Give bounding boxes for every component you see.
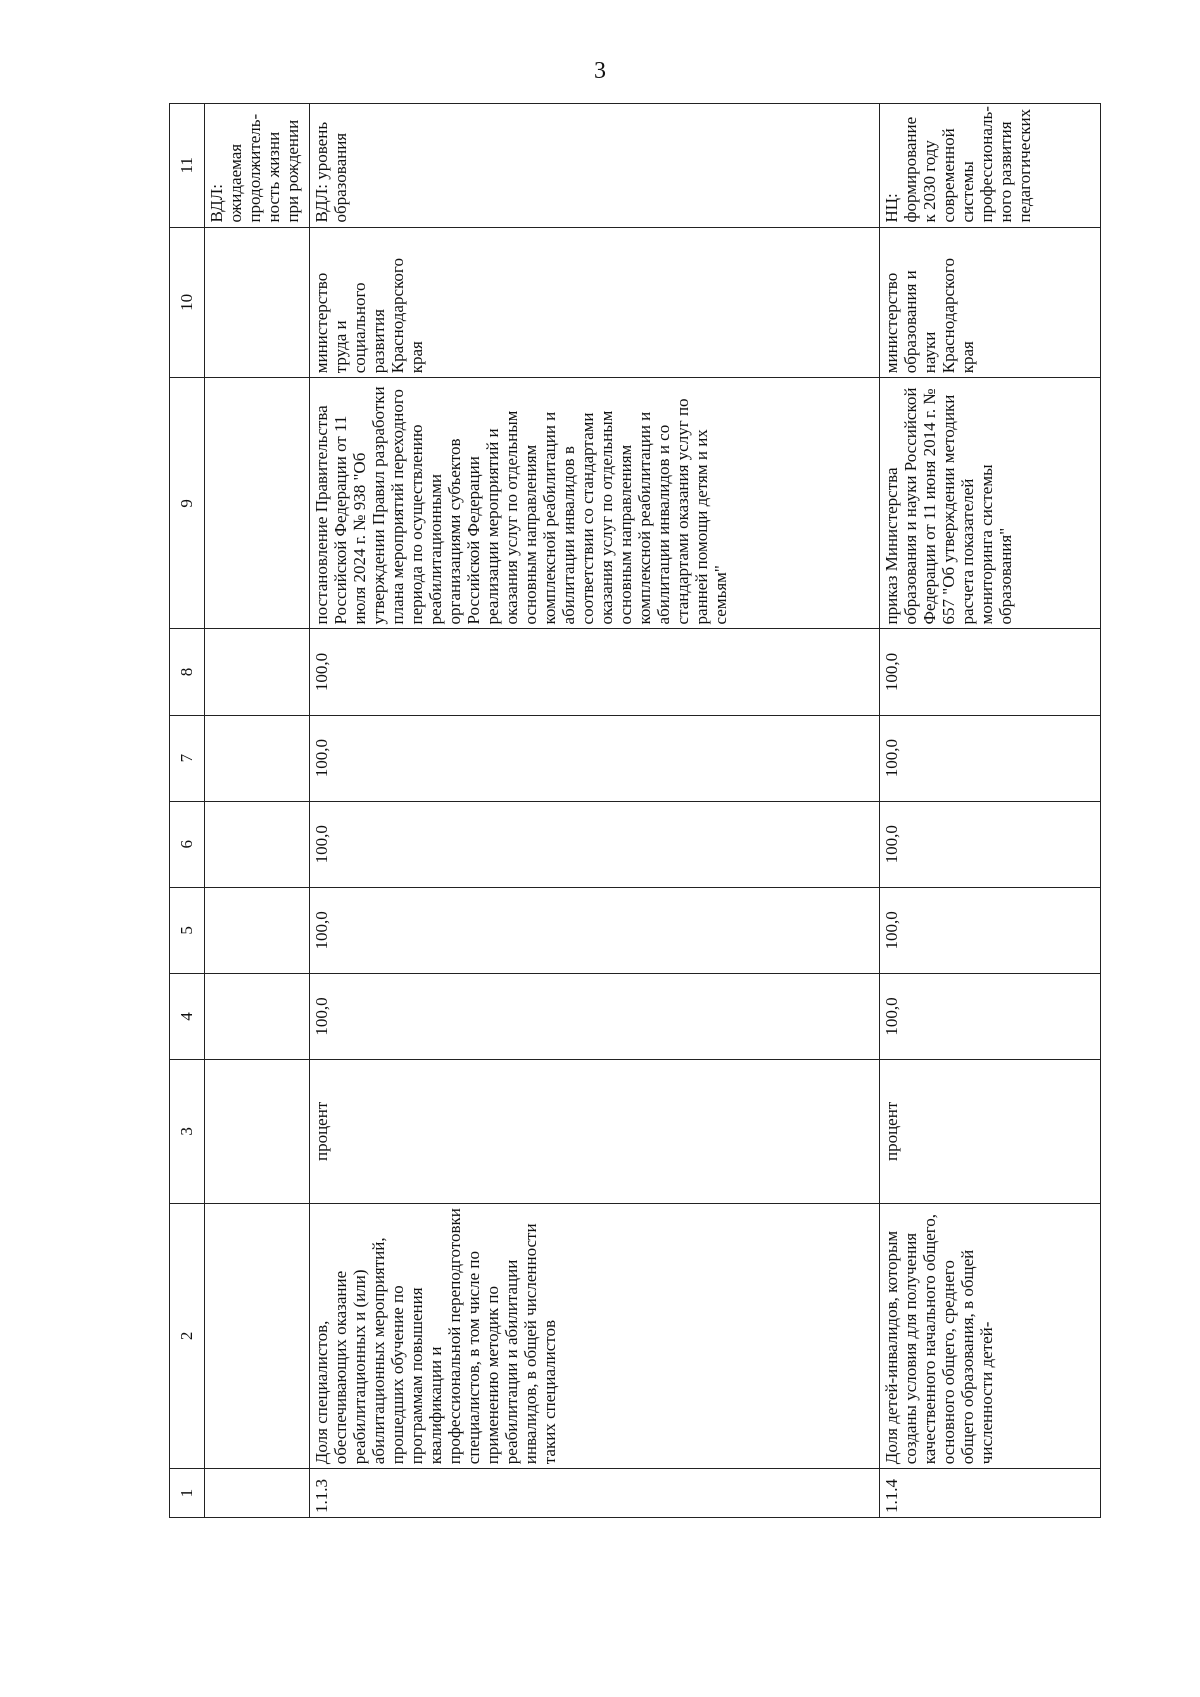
value-cell: 100,0	[880, 801, 1101, 887]
document-cell: приказ Министерства образования и науки Российской Федерации от 11 июня 2014 г. № 657 "Об утверждении методики расчета показателей мониторинга системы образования"	[880, 378, 1101, 629]
header-cell: 11	[170, 104, 205, 228]
value-cell: 100,0	[309, 973, 879, 1059]
row-number-cell: 1.1.3	[309, 1469, 879, 1518]
table-header-row	[170, 104, 205, 1518]
header-cell: 10	[170, 227, 205, 378]
indicator-name-cell	[205, 1203, 310, 1469]
header-cell: 7	[170, 715, 205, 801]
indicator-table	[169, 103, 1101, 1518]
unit-cell: процент	[309, 1060, 879, 1204]
goal-link-cell: НЦ: формирование к 2030 году современной системы профессиональ-ного развития педагогических	[880, 104, 1101, 228]
document-cell	[205, 378, 310, 629]
table-row	[205, 104, 310, 1518]
value-cell	[205, 715, 310, 801]
header-cell: 3	[170, 1060, 205, 1204]
value-cell: 100,0	[309, 801, 879, 887]
rotated-table-frame	[169, 103, 1101, 1518]
value-cell: 100,0	[309, 887, 879, 973]
responsible-cell: министерство труда и социального развития Краснодарского края	[309, 227, 879, 378]
unit-cell	[205, 1060, 310, 1204]
value-cell: 100,0	[880, 887, 1101, 973]
header-cell: 9	[170, 378, 205, 629]
responsible-cell: министерство образования и науки Краснодарского края	[880, 227, 1101, 378]
indicator-name-cell: Доля специалистов, обеспечивающих оказание реабилитационных и (или) абилитационных мероприятий, прошедших обучение по программам повышения квалификации и профессиональной переподготовки специалистов, в том числе по применению методик по реабилитации и абилитации инвалидов, в общей численности таких специалистов	[309, 1203, 879, 1469]
goal-link-cell: ВДЛ: ожидаемая продолжитель-ность жизни при рождении	[205, 104, 310, 228]
value-cell	[205, 629, 310, 715]
unit-cell: процент	[880, 1060, 1101, 1204]
value-cell	[205, 887, 310, 973]
goal-link-cell: ВДЛ: уровень образования	[309, 104, 879, 228]
indicator-table-container	[169, 103, 1200, 1513]
row-number-cell: 1.1.4	[880, 1469, 1101, 1518]
value-cell: 100,0	[880, 973, 1101, 1059]
header-cell: 1	[170, 1469, 205, 1518]
indicator-name-cell: Доля детей-инвалидов, которым созданы условия для получения качественного начального общего, основного общего, среднего общего образования, в общей численности детей-	[880, 1203, 1101, 1469]
header-cell: 4	[170, 973, 205, 1059]
page-number: 3	[594, 58, 606, 84]
table-row	[309, 104, 879, 1518]
row-number-cell	[205, 1469, 310, 1518]
header-cell: 2	[170, 1203, 205, 1469]
value-cell	[205, 973, 310, 1059]
header-cell: 8	[170, 629, 205, 715]
header-cell: 6	[170, 801, 205, 887]
value-cell: 100,0	[309, 715, 879, 801]
responsible-cell	[205, 227, 310, 378]
header-cell: 5	[170, 887, 205, 973]
value-cell: 100,0	[880, 715, 1101, 801]
table-row	[880, 104, 1101, 1518]
value-cell	[205, 801, 310, 887]
document-cell: постановление Правительства Российской Федерации от 11 июля 2024 г. № 938 "Об утверждении Правил разработки плана мероприятий переходного периода по осуществлению реабилитационными организациями субъектов Российской Федерации реализации мероприятий и оказания услуг по отдельным основным направлениям комплексной реабилитации и абилитации инвалидов в соответствии со стандартами оказания услуг по отдельным основным направлениям комплексной реабилитации и абилитации инвалидов и со стандартами оказания услуг по ранней помощи детям и их семьям"	[309, 378, 879, 629]
value-cell: 100,0	[309, 629, 879, 715]
value-cell: 100,0	[880, 629, 1101, 715]
